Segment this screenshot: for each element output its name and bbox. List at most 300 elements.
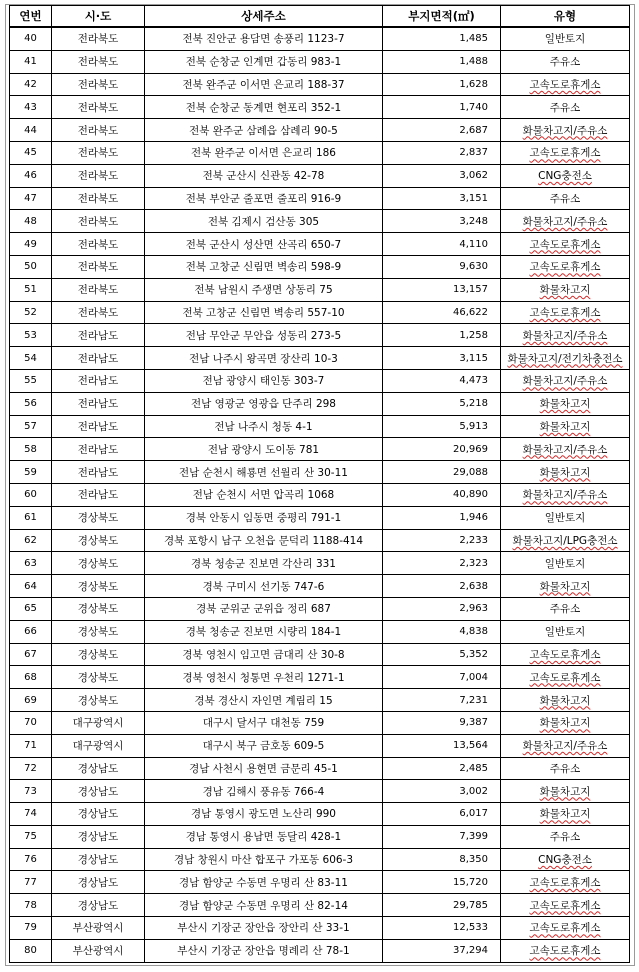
cell-type [501, 711, 630, 734]
cell-area [383, 301, 501, 324]
cell-type [501, 392, 630, 415]
cell-no [10, 187, 52, 210]
cell-province [52, 50, 145, 73]
cell-type [501, 848, 630, 871]
cell-type-text: 고속도로휴게소 [529, 899, 601, 912]
cell-type [501, 438, 630, 461]
cell-address-text: 전남 영광군 영광읍 단주리 298 [191, 398, 336, 411]
cell-no-text: 71 [24, 740, 37, 752]
table-row [10, 27, 630, 50]
table-row [10, 210, 630, 233]
cell-address-text: 부산시 기장군 장안읍 장안리 산 33-1 [177, 922, 350, 935]
cell-no [10, 50, 52, 73]
cell-area-text: 3,151 [459, 192, 488, 204]
cell-area [383, 255, 501, 278]
cell-type-text: 고속도로휴게소 [529, 671, 601, 684]
cell-area [383, 210, 501, 233]
cell-area [383, 278, 501, 301]
cell-no-text: 51 [24, 284, 37, 296]
cell-area [383, 324, 501, 347]
cell-type-text: CNG충전소 [538, 854, 592, 867]
cell-no [10, 210, 52, 233]
cell-no-text: 52 [24, 306, 37, 318]
cell-province-text: 전라남도 [77, 329, 119, 342]
cell-type [501, 483, 630, 506]
cell-area-text: 7,231 [459, 694, 488, 706]
cell-address-text: 전북 김제시 검산동 305 [207, 215, 320, 228]
cell-province-text: 경상북도 [77, 512, 119, 525]
cell-province-text: 전라북도 [77, 238, 119, 251]
table-row [10, 711, 630, 734]
cell-address-text: 부산시 기장군 장안읍 명례리 산 78-1 [177, 945, 350, 958]
cell-province-text: 전라북도 [77, 170, 119, 183]
table-row [10, 73, 630, 96]
cell-province [52, 164, 145, 187]
cell-type [501, 164, 630, 187]
table-row [10, 757, 630, 780]
cell-type-text: 주유소 [549, 603, 581, 616]
table-row [10, 529, 630, 552]
cell-address-text: 경북 영천시 청통면 우천리 1271-1 [182, 671, 345, 684]
cell-no-text: 55 [24, 375, 37, 387]
cell-no [10, 438, 52, 461]
cell-province [52, 666, 145, 689]
cell-province-text: 전라남도 [77, 398, 119, 411]
cell-province-text: 전라북도 [77, 147, 119, 160]
cell-address-text: 경북 군위군 군위읍 정리 687 [196, 603, 331, 616]
cell-no [10, 848, 52, 871]
cell-address-text: 전북 완주군 이서면 은교리 188-37 [182, 78, 345, 91]
cell-address-text: 전북 순창군 동계면 현포리 352-1 [185, 101, 342, 114]
cell-no [10, 233, 52, 256]
cell-area [383, 917, 501, 940]
cell-no-text: 67 [24, 648, 37, 660]
cell-area [383, 461, 501, 484]
cell-address [145, 187, 383, 210]
cell-type [501, 119, 630, 142]
cell-address [145, 803, 383, 826]
header-type: 유형 [501, 6, 630, 28]
cell-type [501, 894, 630, 917]
table-row [10, 233, 630, 256]
cell-address [145, 894, 383, 917]
cell-type-text: 일반토지 [544, 512, 586, 525]
cell-no-text: 41 [24, 56, 37, 68]
cell-area-text: 7,399 [459, 831, 488, 843]
cell-type-text: 주유소 [549, 101, 581, 114]
cell-address [145, 552, 383, 575]
cell-address-text: 전남 광양시 도이동 781 [207, 443, 320, 456]
cell-address [145, 369, 383, 392]
table-row [10, 119, 630, 142]
cell-area-text: 7,004 [459, 671, 488, 683]
cell-area [383, 780, 501, 803]
cell-area [383, 757, 501, 780]
cell-no-text: 48 [24, 215, 37, 227]
cell-province [52, 620, 145, 643]
cell-no [10, 392, 52, 415]
table-row [10, 643, 630, 666]
cell-type-text: 주유소 [549, 831, 581, 844]
cell-no [10, 278, 52, 301]
cell-address [145, 233, 383, 256]
cell-province-text: 전라남도 [77, 352, 119, 365]
cell-type [501, 347, 630, 370]
cell-address [145, 939, 383, 962]
cell-province-text: 경상남도 [77, 876, 119, 889]
cell-province [52, 803, 145, 826]
table-row [10, 438, 630, 461]
cell-no-text: 60 [24, 489, 37, 501]
cell-type-text: 화물차고지 [539, 284, 591, 297]
cell-area-text: 2,837 [459, 147, 488, 159]
cell-no [10, 894, 52, 917]
cell-province-text: 경상남도 [77, 854, 119, 867]
cell-province [52, 233, 145, 256]
cell-no-text: 79 [24, 922, 37, 934]
cell-area [383, 620, 501, 643]
table-row [10, 96, 630, 119]
cell-no [10, 119, 52, 142]
cell-address-text: 전북 고창군 신림면 벽송리 557-10 [182, 306, 345, 319]
cell-area-text: 2,485 [459, 762, 488, 774]
cell-address-text: 전남 나주시 왕곡면 장산리 10-3 [189, 352, 338, 365]
cell-address [145, 415, 383, 438]
cell-province-text: 전라북도 [77, 78, 119, 91]
cell-area [383, 643, 501, 666]
cell-address-text: 경남 김해시 풍유동 766-4 [202, 785, 325, 798]
cell-type-text: 화물차고지/주유소 [522, 489, 608, 502]
cell-type [501, 643, 630, 666]
cell-type [501, 825, 630, 848]
cell-address [145, 347, 383, 370]
cell-address [145, 461, 383, 484]
cell-province [52, 894, 145, 917]
cell-type-text: 고속도로휴게소 [529, 922, 601, 935]
cell-province [52, 301, 145, 324]
cell-no-text: 72 [24, 762, 37, 774]
cell-no-text: 78 [24, 899, 37, 911]
cell-province [52, 415, 145, 438]
cell-no [10, 734, 52, 757]
cell-no-text: 44 [24, 124, 37, 136]
table-row [10, 894, 630, 917]
cell-province-text: 전라북도 [77, 101, 119, 114]
cell-address-text: 전북 군산시 신관동 42-78 [202, 170, 325, 183]
cell-address [145, 210, 383, 233]
cell-no [10, 461, 52, 484]
cell-type [501, 210, 630, 233]
cell-province-text: 경상남도 [77, 808, 119, 821]
cell-area-text: 8,350 [459, 854, 488, 866]
header-no: 연번 [10, 6, 52, 28]
cell-address [145, 438, 383, 461]
cell-address [145, 780, 383, 803]
cell-no-text: 47 [24, 192, 37, 204]
cell-type [501, 666, 630, 689]
cell-type [501, 324, 630, 347]
cell-type-text: 화물차고지 [539, 580, 591, 593]
cell-type [501, 73, 630, 96]
cell-no [10, 597, 52, 620]
cell-address [145, 643, 383, 666]
cell-area-text: 3,002 [459, 785, 488, 797]
cell-no-text: 70 [24, 717, 37, 729]
cell-province-text: 전라북도 [77, 261, 119, 274]
cell-address [145, 119, 383, 142]
cell-province [52, 347, 145, 370]
table-row [10, 392, 630, 415]
cell-province [52, 255, 145, 278]
cell-no-text: 61 [24, 512, 37, 524]
cell-type-text: 고속도로휴게소 [529, 147, 601, 160]
cell-area [383, 119, 501, 142]
cell-no-text: 69 [24, 694, 37, 706]
table-row [10, 461, 630, 484]
cell-type [501, 917, 630, 940]
cell-province-text: 경상북도 [77, 694, 119, 707]
cell-area-text: 6,017 [459, 808, 488, 820]
cell-no-text: 62 [24, 534, 37, 546]
cell-no-text: 45 [24, 147, 37, 159]
cell-area-text: 4,473 [459, 375, 488, 387]
table-row [10, 369, 630, 392]
cell-area-text: 3,115 [459, 352, 488, 364]
cell-province-text: 경상북도 [77, 603, 119, 616]
cell-area-text: 5,352 [459, 648, 488, 660]
cell-province [52, 757, 145, 780]
table-row [10, 871, 630, 894]
cell-area-text: 20,969 [453, 443, 488, 455]
cell-area [383, 438, 501, 461]
cell-address [145, 757, 383, 780]
cell-area [383, 50, 501, 73]
header-province: 시·도 [52, 6, 145, 28]
cell-no [10, 301, 52, 324]
cell-no-text: 64 [24, 580, 37, 592]
cell-area-text: 3,248 [459, 215, 488, 227]
cell-no [10, 780, 52, 803]
cell-province-text: 경상북도 [77, 626, 119, 639]
cell-province-text: 경상북도 [77, 557, 119, 570]
cell-no [10, 620, 52, 643]
cell-province [52, 96, 145, 119]
cell-area-text: 40,890 [453, 489, 488, 501]
cell-area [383, 871, 501, 894]
cell-address [145, 164, 383, 187]
cell-type-text: 화물차고지 [539, 398, 591, 411]
cell-type-text: 일반토지 [544, 626, 586, 639]
cell-province [52, 324, 145, 347]
cell-no [10, 529, 52, 552]
cell-type [501, 415, 630, 438]
cell-province [52, 483, 145, 506]
table-row [10, 164, 630, 187]
cell-area [383, 233, 501, 256]
cell-no [10, 689, 52, 712]
cell-address [145, 301, 383, 324]
cell-type [501, 757, 630, 780]
cell-area-text: 46,622 [453, 306, 488, 318]
cell-type [501, 575, 630, 598]
cell-address-text: 전남 무안군 무안읍 성동리 273-5 [185, 329, 342, 342]
cell-area [383, 939, 501, 962]
table-row [10, 803, 630, 826]
cell-address [145, 734, 383, 757]
cell-area [383, 666, 501, 689]
cell-area [383, 894, 501, 917]
cell-no [10, 666, 52, 689]
cell-province [52, 552, 145, 575]
cell-province [52, 848, 145, 871]
cell-area [383, 415, 501, 438]
table-row [10, 483, 630, 506]
cell-province-text: 전라남도 [77, 489, 119, 502]
cell-province [52, 461, 145, 484]
cell-province [52, 119, 145, 142]
cell-province-text: 전라남도 [77, 375, 119, 388]
cell-no [10, 871, 52, 894]
cell-address-text: 전남 순천시 서면 압곡리 1068 [192, 489, 335, 502]
cell-area [383, 73, 501, 96]
cell-province-text: 경상북도 [77, 534, 119, 547]
cell-address [145, 711, 383, 734]
cell-area-text: 4,838 [459, 626, 488, 638]
cell-no [10, 643, 52, 666]
table-row [10, 506, 630, 529]
cell-type [501, 255, 630, 278]
cell-province [52, 711, 145, 734]
cell-address-text: 전북 순창군 인계면 갑동리 983-1 [185, 56, 342, 69]
cell-no-text: 58 [24, 443, 37, 455]
cell-address [145, 27, 383, 50]
cell-province [52, 187, 145, 210]
cell-no [10, 415, 52, 438]
cell-province-text: 경상남도 [77, 762, 119, 775]
cell-area [383, 141, 501, 164]
cell-address [145, 575, 383, 598]
cell-type [501, 780, 630, 803]
cell-area-text: 29,785 [453, 899, 488, 911]
cell-address [145, 666, 383, 689]
cell-area-text: 9,387 [459, 717, 488, 729]
cell-type [501, 939, 630, 962]
cell-type-text: 화물차고지/LPG충전소 [512, 534, 618, 547]
cell-type-text: 화물차고지/주유소 [522, 375, 608, 388]
cell-address [145, 392, 383, 415]
cell-address-text: 전남 나주시 청동 4-1 [214, 420, 313, 433]
cell-area-text: 9,630 [459, 261, 488, 273]
cell-no [10, 711, 52, 734]
cell-area-text: 15,720 [453, 876, 488, 888]
cell-area [383, 506, 501, 529]
cell-no-text: 54 [24, 352, 37, 364]
cell-area [383, 96, 501, 119]
cell-address-text: 경남 통영시 광도면 노산리 990 [191, 808, 336, 821]
cell-type [501, 871, 630, 894]
cell-type-text: 화물차고지 [539, 808, 591, 821]
cell-province [52, 825, 145, 848]
cell-address-text: 전북 군산시 성산면 산곡리 650-7 [185, 238, 342, 251]
cell-province-text: 부산광역시 [72, 945, 124, 958]
cell-province-text: 전라북도 [77, 215, 119, 228]
cell-province-text: 전라남도 [77, 466, 119, 479]
cell-address [145, 278, 383, 301]
cell-area-text: 12,533 [453, 922, 488, 934]
cell-area-text: 5,913 [459, 420, 488, 432]
table-row [10, 141, 630, 164]
cell-no-text: 66 [24, 626, 37, 638]
cell-address-text: 경남 함양군 수동면 우명리 산 83-11 [179, 876, 348, 889]
table-row [10, 780, 630, 803]
cell-type-text: 고속도로휴게소 [529, 876, 601, 889]
cell-type-text: 일반토지 [544, 33, 586, 46]
cell-area [383, 848, 501, 871]
cell-area-text: 13,564 [453, 740, 488, 752]
cell-no-text: 59 [24, 466, 37, 478]
cell-address [145, 917, 383, 940]
cell-no [10, 917, 52, 940]
cell-address [145, 141, 383, 164]
cell-type-text: 화물차고지 [539, 717, 591, 730]
cell-province-text: 전라북도 [77, 33, 119, 46]
cell-no [10, 483, 52, 506]
cell-type-text: 화물차고지/전기차충전소 [507, 352, 623, 365]
cell-no-text: 46 [24, 170, 37, 182]
cell-address-text: 경남 함양군 수동면 우명리 산 82-14 [179, 899, 348, 912]
cell-area [383, 552, 501, 575]
cell-no [10, 164, 52, 187]
cell-type [501, 187, 630, 210]
cell-no [10, 939, 52, 962]
cell-no-text: 76 [24, 854, 37, 866]
table-row [10, 278, 630, 301]
cell-address-text: 경남 사천시 용현면 금문리 45-1 [189, 762, 338, 775]
cell-type-text: 화물차고지 [539, 785, 591, 798]
cell-province-text: 대구광역시 [72, 740, 124, 753]
cell-area [383, 347, 501, 370]
table-row [10, 939, 630, 962]
cell-no-text: 74 [24, 808, 37, 820]
cell-type-text: 화물차고지/주유소 [522, 443, 608, 456]
cell-province-text: 경상남도 [77, 899, 119, 912]
cell-province [52, 689, 145, 712]
cell-type [501, 369, 630, 392]
cell-no-text: 53 [24, 329, 37, 341]
cell-area-text: 1,946 [459, 512, 488, 524]
table-row [10, 666, 630, 689]
cell-no [10, 324, 52, 347]
cell-province-text: 경상남도 [77, 785, 119, 798]
cell-address-text: 경남 창원시 마산 합포구 가포동 606-3 [173, 854, 354, 867]
cell-address [145, 689, 383, 712]
cell-no-text: 40 [24, 33, 37, 45]
cell-type [501, 620, 630, 643]
table-row [10, 620, 630, 643]
cell-area-text: 29,088 [453, 466, 488, 478]
cell-address-text: 경북 영천시 임고면 금대리 산 30-8 [182, 648, 345, 661]
cell-area-text: 1,740 [459, 101, 488, 113]
cell-no [10, 255, 52, 278]
document-page [5, 4, 635, 966]
cell-province [52, 278, 145, 301]
cell-no-text: 57 [24, 420, 37, 432]
cell-type-text: 화물차고지 [539, 466, 591, 479]
cell-no [10, 803, 52, 826]
cell-area [383, 187, 501, 210]
cell-no [10, 552, 52, 575]
table-row [10, 575, 630, 598]
